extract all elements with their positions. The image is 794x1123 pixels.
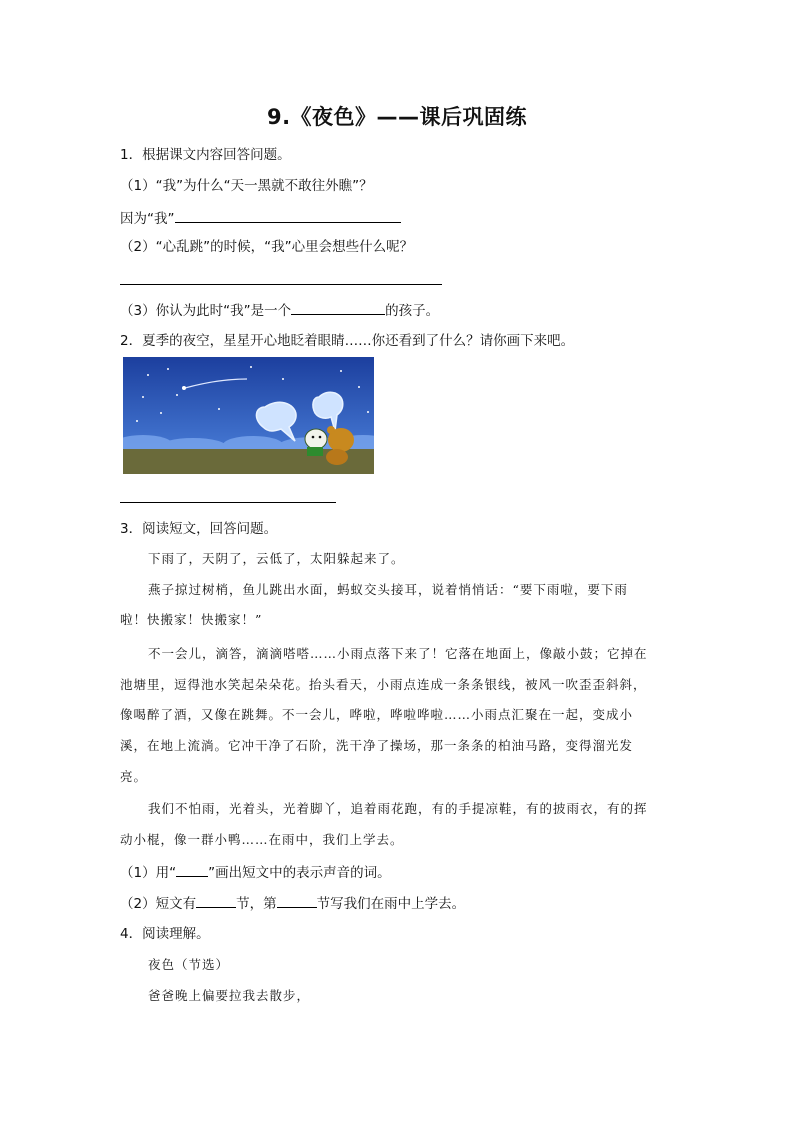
q1-sub1-answer — [120, 208, 401, 228]
q3-para4-line1: 我们不怕雨，光着头，光着脚丫，追着雨花跑，有的手提凉鞋，有的披雨衣，有的挥 — [148, 801, 648, 816]
q1-sub3 — [120, 300, 439, 320]
q3-sub1 — [120, 862, 391, 882]
q3-sub2-blank2[interactable] — [277, 893, 317, 908]
q1-sub2: （2）“心乱跳”的时候，“我”心里会想些什么呢？ — [120, 239, 414, 255]
page-title: 9.《夜色》——课后巩固练 — [266, 105, 528, 129]
q2-heading: 2．夏季的夜空，星星开心地眨着眼睛……你还看到了什么？请你画下来吧。 — [120, 333, 575, 349]
q3-sub2 — [120, 893, 465, 913]
q4-poem-line1: 爸爸晚上偏要拉我去散步， — [148, 988, 311, 1003]
night-sky-svg — [123, 357, 374, 474]
q3-sub2-part1: （2）短文有 — [120, 896, 197, 912]
q3-para3-line4: 溪，在地上流淌。它冲干净了石阶，洗干净了操场，那一条条的柏油马路，变得溜光发 — [120, 738, 634, 753]
shooting-star — [182, 386, 186, 390]
q3-para2-line2: 啦！快搬家！快搬家！” — [120, 612, 263, 627]
q2-drawing-answer-line[interactable] — [120, 502, 336, 503]
q3-para3-line5: 亮。 — [120, 769, 148, 784]
q1-sub1: （1）“我”为什么“天一黑就不敢往外瞧”？ — [120, 178, 373, 194]
q1-sub3-blank[interactable] — [291, 300, 385, 315]
q1-sub3-before: （3）你认为此时“我”是一个 — [120, 303, 292, 319]
q3-sub2-part2: 节，第 — [236, 896, 277, 912]
q3-sub1-after: ”画出短文中的表示声音的词。 — [208, 865, 391, 881]
q1-heading: 1．根据课文内容回答问题。 — [120, 147, 291, 163]
q1-sub2-answer-line[interactable] — [120, 284, 442, 285]
q3-para3-line1: 不一会儿，滴答，滴滴嗒嗒……小雨点落下来了！它落在地面上，像敲小鼓；它掉在 — [148, 646, 648, 661]
q3-sub1-before: （1）用“ — [120, 865, 177, 881]
q1-sub1-answer-prefix: 因为“我” — [120, 211, 175, 227]
night-sky-illustration — [123, 357, 374, 474]
q1-sub1-answer-blank[interactable] — [175, 208, 401, 223]
q4-poem-title: 夜色（节选） — [148, 957, 230, 972]
q3-para3-line2: 池塘里，逗得池水笑起朵朵花。抬头看天，小雨点连成一条条银线，被风一吹歪歪斜斜， — [120, 677, 647, 692]
q3-heading: 3．阅读短文，回答问题。 — [120, 521, 278, 537]
q3-sub2-blank1[interactable] — [196, 893, 236, 908]
q1-sub3-after: 的孩子。 — [385, 303, 440, 319]
q3-para2-line1: 燕子掠过树梢，鱼儿跳出水面，蚂蚁交头接耳，说着悄悄话：“要下雨啦，要下雨 — [148, 582, 628, 597]
q3-para3-line3: 像喝醉了酒，又像在跳舞。不一会儿，哗啦，哗啦哗啦……小雨点汇聚在一起，变成小 — [120, 707, 634, 722]
q3-para1: 下雨了，天阴了，云低了，太阳躲起来了。 — [148, 551, 405, 566]
q3-sub1-underline-sample — [176, 862, 208, 877]
q3-sub2-part3: 节写我们在雨中上学去。 — [316, 896, 466, 912]
q4-heading: 4．阅读理解。 — [120, 926, 210, 942]
q3-para4-line2: 动小棍，像一群小鸭……在雨中，我们上学去。 — [120, 832, 404, 847]
